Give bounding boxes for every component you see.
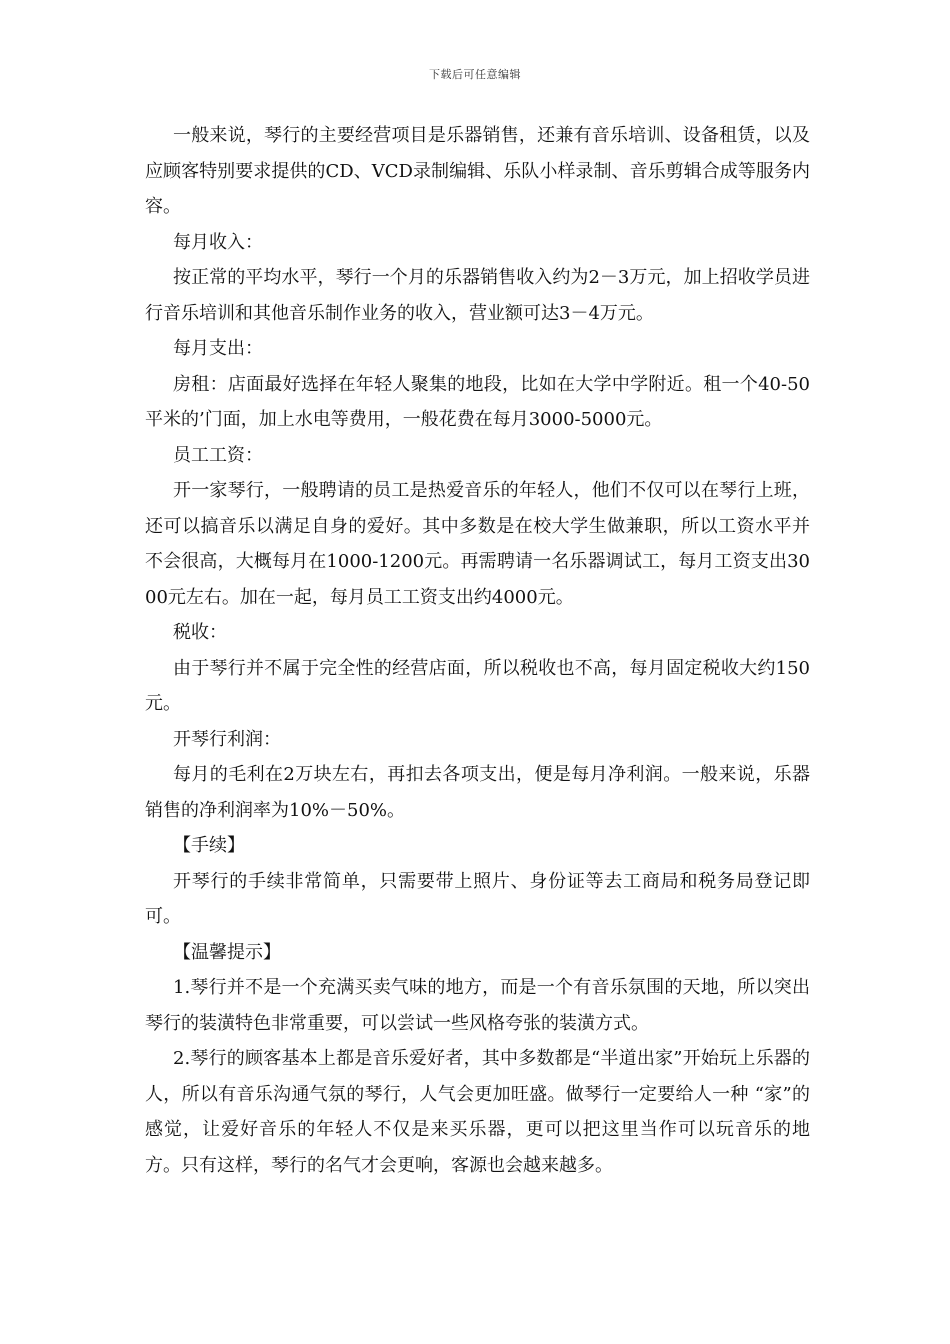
paragraph-monthly-income: 按正常的平均水平，琴行一个月的乐器销售收入约为2－3万元，加上招收学员进行音乐培训和其他音乐制作业务的收入，营业额可达3－4万元。 [145, 267, 810, 324]
heading-staff-wages: 员工工资： [173, 444, 263, 466]
paragraph-tax: 由于琴行并不属于完全性的经营店面，所以税收也不高，每月固定税收大约150元。 [145, 657, 810, 714]
paragraph-tip-2: 2.琴行的顾客基本上都是音乐爱好者，其中多数都是“半道出家”开始玩上乐器的人，所以有音乐沟通气氛的琴行，人气会更加旺盛。做琴行一定要给人一种 “家”的感觉，让爱好音乐的年轻人不仅是来买乐器，更可以把这里当作可以玩音乐的地方。只有这样，琴行的名气才会更响，客源也会越来越多。 [145, 1048, 810, 1176]
heading-tips: 【温馨提示】 [173, 941, 281, 963]
paragraph-procedures: 开琴行的手续非常简单，只需要带上照片、身份证等去工商局和税务局登记即可。 [145, 870, 810, 927]
paragraph-profit: 每月的毛利在2万块左右，再扣去各项支出，便是每月净利润。一般来说，乐器销售的净利润率为10%－50%。 [145, 764, 810, 821]
heading-monthly-income: 每月收入： [173, 231, 263, 253]
heading-tax: 税收： [173, 622, 227, 643]
paragraph-staff-wages: 开一家琴行，一般聘请的员工是热爱音乐的年轻人，他们不仅可以在琴行上班，还可以搞音乐以满足自身的爱好。其中多数是在校大学生做兼职，所以工资水平并不会很高，大概每月在1000-1200元。再需聘请一名乐器调试工，每月工资支出3000元左右。加在一起，每月员工工资支出约4000元。 [145, 480, 810, 608]
page-header: 下载后可任意编辑 [429, 68, 521, 81]
heading-procedures: 【手续】 [173, 835, 245, 856]
heading-monthly-expenses: 每月支出： [173, 338, 263, 359]
paragraph-tip-1: 1.琴行并不是一个充满买卖气味的地方，而是一个有音乐氛围的天地，所以突出琴行的装潢特色非常重要，可以尝试一些风格夸张的装潢方式。 [145, 977, 810, 1034]
heading-profit: 开琴行利润： [173, 728, 281, 750]
paragraph-business-scope: 一般来说，琴行的主要经营项目是乐器销售，还兼有音乐培训、设备租赁，以及应顾客特别要求提供的CD、VCD录制编辑、乐队小样录制、音乐剪辑合成等服务内容。 [145, 125, 810, 217]
paragraph-rent: 房租：店面最好选择在年轻人聚集的地段，比如在大学中学附近。租一个40-50平米的’门面，加上水电等费用，一般花费在每月3000-5000元。 [145, 373, 810, 430]
document-body [145, 118, 810, 1183]
